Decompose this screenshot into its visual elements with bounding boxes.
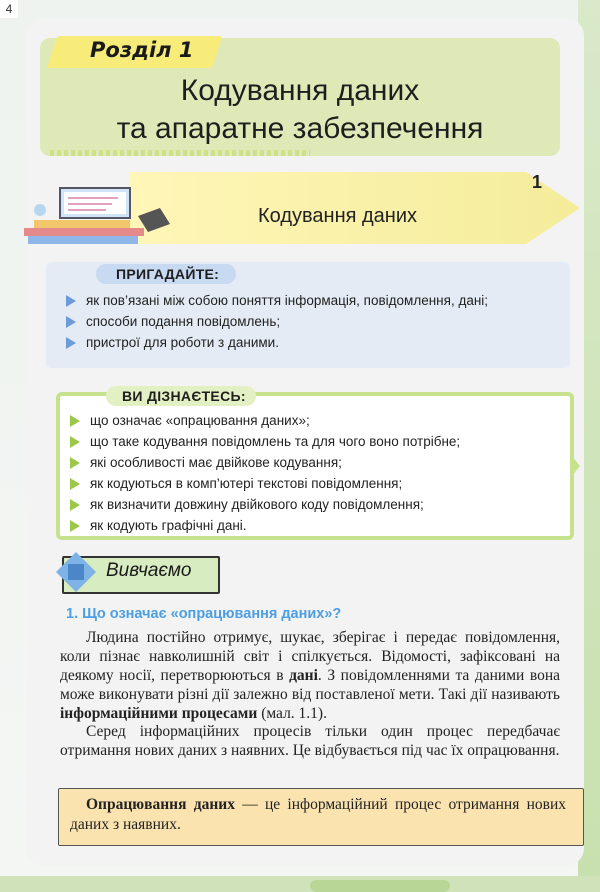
puzzle-icon (54, 550, 98, 594)
list-item: як кодуються в комп’ютері текстові повідомлення; (66, 473, 460, 494)
bullet-triangle-icon (70, 478, 80, 490)
list-item: способи подання повідомлень; (62, 311, 488, 332)
bullet-triangle-icon (70, 499, 80, 511)
bullet-triangle-icon (70, 415, 80, 427)
lesson-number: 1 (532, 172, 543, 192)
recall-heading: ПРИГАДАЙТЕ: (116, 266, 220, 282)
study-label: Вивчаємо (106, 560, 192, 581)
paragraph-2: Серед інформаційних процесів тільки один процес передбачає отримання нових даних з наявних. Це відбувається під час їх опрацювання. (60, 723, 560, 759)
chapter-tag: Розділ 1 (90, 38, 194, 62)
title-decoration-stripe (50, 150, 310, 156)
bullet-triangle-icon (66, 337, 76, 349)
list-item: як пов’язані між собою поняття інформація, повідомлення, дані; (62, 290, 488, 311)
list-item: як визначити довжину двійкового коду повідомлення; (66, 494, 460, 515)
bullet-triangle-icon (70, 457, 80, 469)
list-item: як кодують графічні дані. (66, 515, 460, 536)
bullet-triangle-icon (70, 436, 80, 448)
chapter-title (40, 72, 560, 148)
definition-text: Опрацювання даних — це інформаційний процес отримання нових даних з наявних. (70, 796, 566, 833)
bullet-triangle-icon (66, 316, 76, 328)
list-item: що означає «опрацювання даних»; (66, 410, 460, 431)
page-bottom-strip (0, 876, 600, 892)
list-item: які особливості має двійкове кодування; (66, 452, 460, 473)
paragraph-1: Людина постійно отримує, шукає, зберігає і передає повідомлення, коли пізнає навколишній світ і спілкується. Відомості, зафіксовані на деякому носії, перетворюються в дані. З повідомленнями та даними вона може виконувати різні дії залежно від поставленої мети. Такі дії називають інформаційними процесами (мал. 1.1). (60, 629, 560, 722)
lesson-title: Кодування даних (258, 205, 418, 227)
learn-list (66, 410, 460, 536)
learn-heading: ВИ ДІЗНАЄТЕСЬ: (122, 388, 246, 404)
bullet-triangle-icon (66, 295, 76, 307)
recall-list (62, 290, 488, 353)
laptop-books-illustration (20, 180, 180, 252)
list-item: що таке кодування повідомлень та для чого воно потрібне; (66, 431, 460, 452)
list-item: пристрої для роботи з даними. (62, 332, 488, 353)
chapter-title-line-1: Кодування даних (180, 74, 420, 107)
chapter-title-line-2: та апаратне забезпечення (116, 112, 484, 145)
page-bottom-decoration (310, 880, 450, 892)
page-number: 4 (0, 0, 18, 18)
bullet-triangle-icon (70, 520, 80, 532)
question-title: 1. Що означає «опрацювання даних»? (66, 606, 342, 622)
